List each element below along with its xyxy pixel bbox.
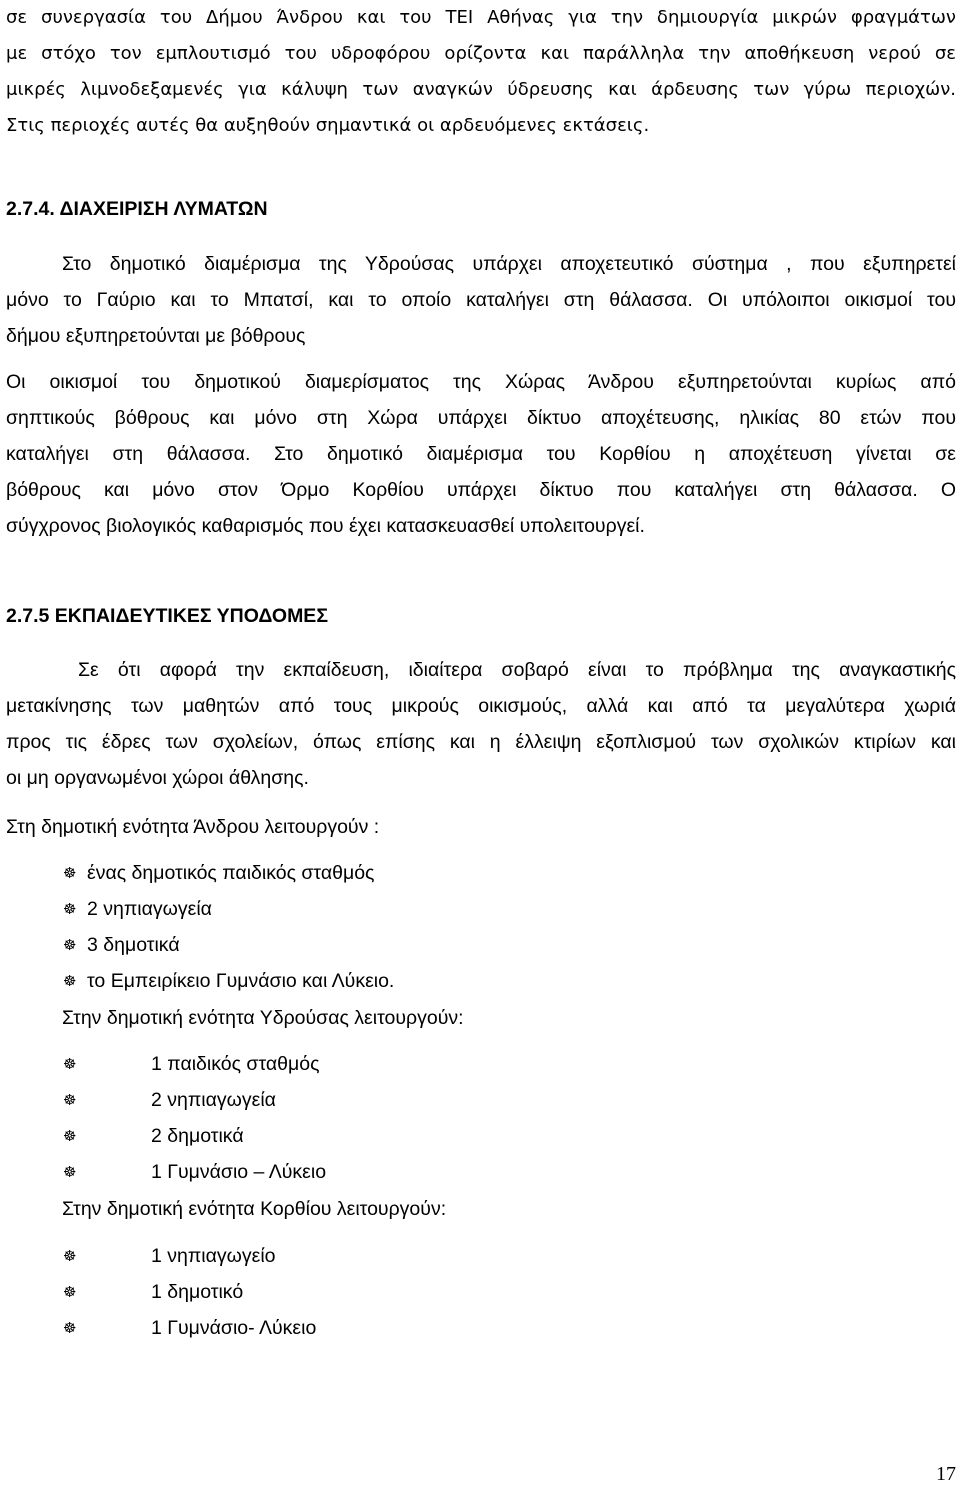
bullet-icon: ☸ — [63, 864, 77, 882]
section-heading-waste: 2.7.4. ΔΙΑΧΕΙΡΙΣΗ ΛΥΜΑΤΩΝ — [6, 198, 268, 220]
bullet-icon: ☸ — [63, 1247, 77, 1265]
intro-line: Στις περιοχές αυτές θα αυξηθούν σημαντικά οι αρδευόμενες εκτάσεις. — [6, 115, 650, 136]
bullet-icon: ☸ — [63, 900, 77, 918]
bullet-icon: ☸ — [63, 1319, 77, 1337]
paragraph-line: μόνο το Γαύριο και το Μπατσί, και το οποίο καταλήγει στη θάλασσα. Οι υπόλοιποι οικισμοί του — [6, 289, 956, 311]
intro-line: με στόχο τον εμπλουτισμό του υδροφόρου ορίζοντα και παράλληλα την αποθήκευση νερού σε — [6, 43, 956, 64]
korthi-intro: Στην δημοτική ενότητα Κορθίου λειτουργούν: — [62, 1198, 447, 1220]
paragraph-line: μετακίνησης των μαθητών από τους μικρούς οικισμούς, αλλά και από τα μεγαλύτερα χωριά — [6, 695, 956, 717]
bullet-icon: ☸ — [63, 972, 77, 990]
paragraph-line: Στο δημοτικό διαμέρισμα της Υδρούσας υπάρχει αποχετευτικό σύστημα , που εξυπηρετεί — [62, 253, 956, 275]
paragraph-line: οι μη οργανωμένοι χώροι άθλησης. — [6, 767, 309, 789]
bullet-icon: ☸ — [63, 936, 77, 954]
paragraph-line: βόθρους και μόνο στον Όρμο Κορθίου υπάρχει δίκτυο που καταλήγει στη θάλασσα. Ο — [6, 479, 956, 501]
paragraph-line: Οι οικισμοί του δημοτικού διαμερίσματος της Χώρας Άνδρου εξυπηρετούνται κυρίως από — [6, 371, 956, 393]
andros-intro: Στη δημοτική ενότητα Άνδρου λειτουργούν : — [6, 816, 380, 838]
page-number: 17 — [936, 1463, 956, 1485]
paragraph-line: Σε ότι αφορά την εκπαίδευση, ιδιαίτερα σοβαρό είναι το πρόβλημα της αναγκαστικής — [78, 659, 956, 681]
intro-line: μικρές λιμνοδεξαμενές για κάλυψη των αναγκών ύδρευσης και άρδευσης των γύρω περιοχών. — [6, 79, 956, 100]
paragraph-line: σηπτικούς βόθρους και μόνο στη Χώρα υπάρχει δίκτυο αποχέτευσης, ηλικίας 80 ετών που — [6, 407, 956, 429]
paragraph-line: δήμου εξυπηρετούνται με βόθρους — [6, 325, 306, 347]
paragraph-line: προς τις έδρες των σχολείων, όπως επίσης και η έλλειψη εξοπλισμού των σχολικών κτιρίων και — [6, 731, 956, 753]
paragraph-line: καταλήγει στη θάλασσα. Στο δημοτικό διαμέρισμα του Κορθίου η αποχέτευση γίνεται σε — [6, 443, 956, 465]
bullet-icon: ☸ — [63, 1091, 77, 1109]
bullet-icon: ☸ — [63, 1127, 77, 1145]
ydrousa-intro: Στην δημοτική ενότητα Υδρούσας λειτουργούν: — [62, 1007, 464, 1029]
document-page: σε συνεργασία του Δήμου Άνδρου και του ΤΕΙ Αθήνας για την δημιουργία μικρών φραγμάτων με στόχο τον εμπλουτισμό του υδροφόρου ορίζοντα και παράλληλα την αποθήκευση νερού σε μικρές λιμνοδεξαμενές για κάλυψη των αναγκών ύδρευσης και άρδευσης των γύρω περιοχών. Στις περιοχές αυτές θα αυξηθούν σημαντικά οι αρδευόμενες εκτάσεις. 2.7.4. ΔΙΑΧΕΙΡΙΣΗ ΛΥΜΑΤΩΝ Στο δημοτικό διαμέρισμα της Υδρούσας υπάρχει αποχετευτικό σύστημα , που εξυπηρετεί μόνο το Γαύριο και το Μπατσί, και το οποίο καταλήγει στη θάλασσα. Οι υπόλοιποι οικισμοί του δήμου εξυπηρετούνται με βόθρους Οι οικισμοί του δημοτικού διαμερίσματος της Χώρας Άνδρου εξυπηρετούνται κυρίως από σηπτικούς βόθρους και μόνο στη Χώρα υπάρχει δίκτυο αποχέτευσης, ηλικίας 80 ετών που καταλήγει στη θάλασσα. Στο δημοτικό διαμέρισμα του Κορθίου η αποχέτευση γίνεται σε βόθρους και μόνο στον Όρμο Κορθίου υπάρχει δίκτυο που καταλήγει στη θάλασσα. Ο σύγχρονος βιολογικός καθαρισμός που έχει κατασκευασθεί υπολειτουργεί. 2.7.5 ΕΚΠΑΙΔΕΥΤΙΚΕΣ ΥΠΟΔΟΜΕΣ Σε ότι αφορά την εκπαίδευση, ιδιαίτερα σοβαρό είναι το πρόβλημα της αναγκαστικής μετακίνησης των μαθητών από τους μικρούς οικισμούς, αλλά και από τα μεγαλύτερα χωριά προς τις έδρες των σχολείων, όπως επίσης και η έλλειψη εξοπλισμού των σχολικών κτιρίων και οι μη οργανωμένοι χώροι άθλησης. Στη δημοτική ενότητα Άνδρου λειτουργούν : ☸ ένας δημοτικός παιδικός σταθμός ☸ 2 νηπιαγωγεία ☸ 3 δημοτικά ☸ το Εμπειρίκειο Γυμνάσιο και Λύκειο. Στην δημοτική ενότητα Υδρούσας λειτουργούν: ☸ 1 παιδικός σταθμός ☸ 2 νηπιαγωγεία ☸ 2 δημοτικά ☸ 1 Γυμνάσιο – Λύκειο Στην δημοτική ενότητα Κορθίου λειτουργούν: ☸ 1 νηπιαγωγείο ☸ 1 δημοτικό ☸ 1 Γυμνάσιο- Λύκειο 17 — [0, 0, 960, 1489]
bullet-icon: ☸ — [63, 1283, 77, 1301]
waste-paragraph-1 — [6, 246, 956, 354]
waste-paragraph-2 — [6, 364, 956, 544]
intro-paragraph — [6, 0, 956, 144]
bullet-icon: ☸ — [63, 1163, 77, 1181]
paragraph-line: σύγχρονος βιολογικός καθαρισμός που έχει κατασκευασθεί υπολειτουργεί. — [6, 515, 645, 537]
bullet-icon: ☸ — [63, 1055, 77, 1073]
education-paragraph — [6, 652, 956, 796]
intro-line: σε συνεργασία του Δήμου Άνδρου και του ΤΕΙ Αθήνας για την δημιουργία μικρών φραγμάτων — [6, 7, 956, 28]
section-heading-education: 2.7.5 ΕΚΠΑΙΔΕΥΤΙΚΕΣ ΥΠΟΔΟΜΕΣ — [6, 605, 329, 627]
